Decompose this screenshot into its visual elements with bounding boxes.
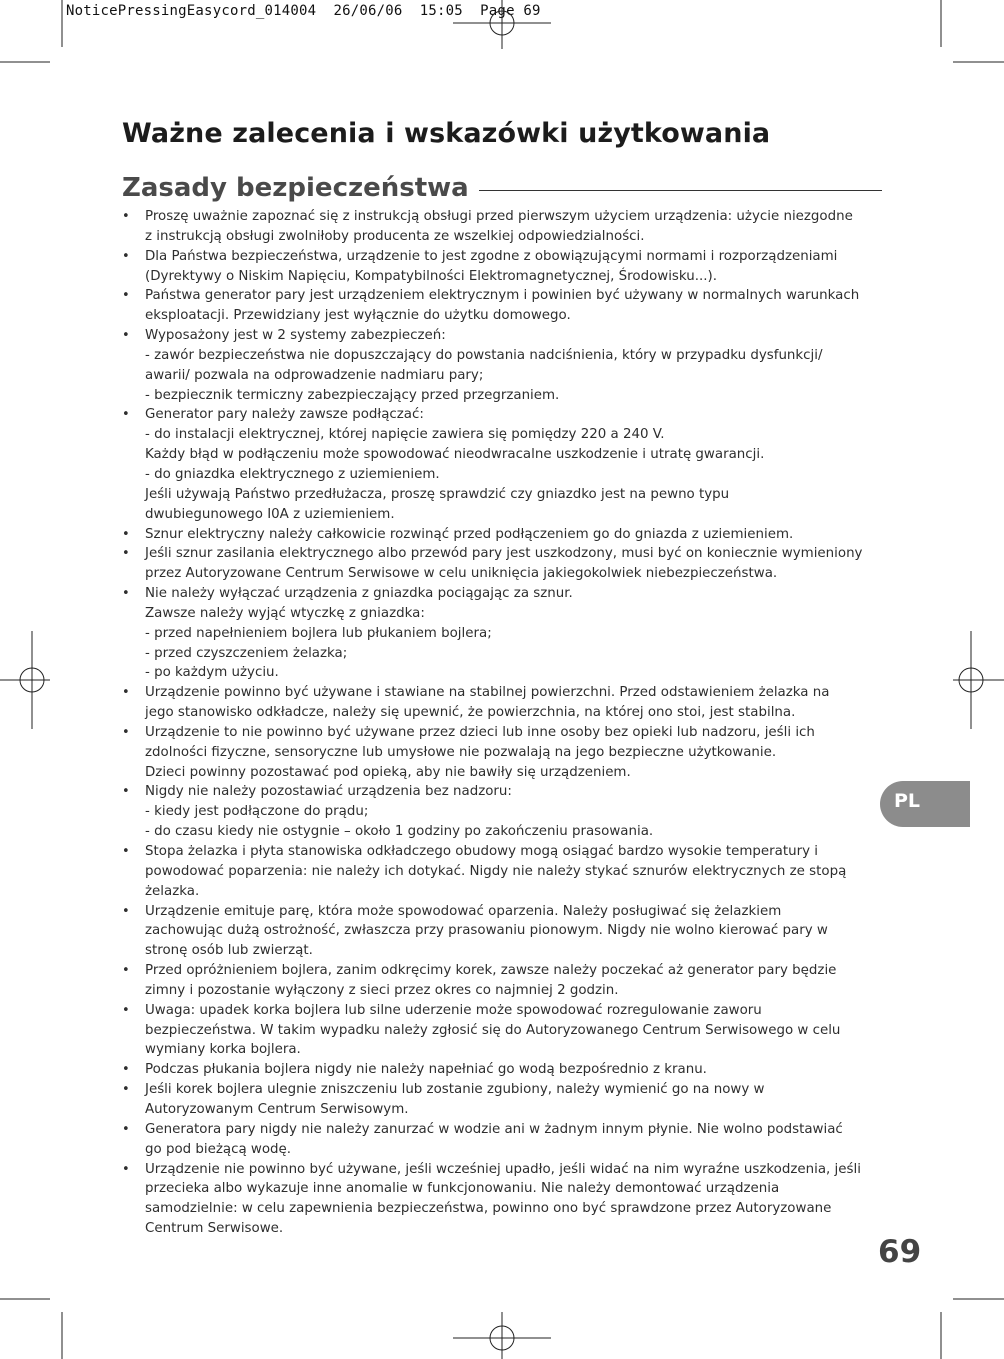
list-item-line: przecieka albo wykazuje inne anomalie w funkcjonowaniu. Nie należy demontować urządzenia — [145, 1181, 780, 1197]
list-item-line: zimny i pozostanie wyłączony z sieci przez okres co najmniej 2 godzin. — [145, 982, 619, 998]
safety-list — [122, 207, 882, 1239]
list-item-line: • Urządzenie emituje parę, która może spowodować oparzenia. Należy posługiwać się żelazkiem — [145, 903, 782, 919]
list-item-line: - po każdym użyciu. — [145, 665, 279, 681]
list-item — [122, 525, 882, 545]
list-item-line: eksploatacji. Przewidziany jest wyłącznie do użytku domowego. — [145, 308, 571, 324]
registration-mark-right — [953, 631, 1004, 729]
list-item-line: • Dla Państwa bezpieczeństwa, urządzenie to jest zgodne z obowiązującymi normami i rozporządzeniami — [145, 248, 838, 264]
list-item-line: jego stanowisko odkładcze, należy się upewnić, że powierzchnia, na której ono stoi, jest stabilna. — [145, 705, 796, 721]
list-item-line: • Sznur elektryczny należy całkowicie rozwinąć przed podłączeniem go do gniazda z uziemieniem. — [145, 526, 794, 542]
list-item-line: - do gniazdka elektrycznego z uziemieniem. — [145, 466, 440, 482]
list-item — [122, 1060, 882, 1080]
list-item-line: - kiedy jest podłączone do prądu; — [145, 804, 369, 820]
list-item-line: • Generator pary należy zawsze podłączać: — [145, 407, 424, 423]
language-tab-label: PL — [894, 790, 921, 812]
list-item — [122, 782, 882, 842]
page-number: 69 — [878, 1234, 922, 1270]
section-rule — [479, 190, 882, 191]
list-item-line: dwubiegunowego I0A z uziemieniem. — [145, 506, 395, 522]
list-item — [122, 1160, 882, 1239]
print-slug: NoticePressingEasycord_014004 26/06/06 15:05 Page 69 — [66, 3, 541, 19]
list-item-line: żelazka. — [145, 883, 200, 899]
list-item-line: przez Autoryzowane Centrum Serwisowe w celu uniknięcia jakiegokolwiek niebezpieczeństwa. — [145, 566, 778, 582]
list-item-line: • Uwaga: upadek korka bojlera lub silne uderzenie może spowodować rozregulowanie zaworu — [145, 1002, 762, 1018]
section-header — [122, 170, 882, 206]
list-item-line: • Podczas płukania bojlera nigdy nie należy napełniać go wodą bezpośrednio z kranu. — [145, 1062, 707, 1078]
list-item-line: Centrum Serwisowe. — [145, 1221, 284, 1237]
list-item — [122, 1120, 882, 1160]
list-item-line: go pod bieżącą wodę. — [145, 1141, 292, 1157]
list-item — [122, 723, 882, 783]
list-item-line: • Proszę uważnie zapoznać się z instrukcją obsługi przed pierwszym użyciem urządzenia: użycie niezgodne — [145, 209, 853, 224]
list-item-line: • Nie należy wyłączać urządzenia z gniazdka pociągając za sznur. — [145, 586, 573, 602]
list-item-line: • Jeśli sznur zasilania elektrycznego albo przewód pary jest uszkodzony, musi być on koniecznie wymieniony — [145, 546, 863, 562]
list-item-line: • Przed opróżnieniem bojlera, zanim odkręcimy korek, zawsze należy poczekać aż generator pary będzie — [145, 963, 837, 979]
list-item — [122, 1080, 882, 1120]
list-item-line: Zawsze należy wyjąć wtyczkę z gniazdka: — [145, 605, 425, 621]
list-item-line: • Nigdy nie należy pozostawiać urządzenia bez nadzoru: — [145, 784, 512, 800]
list-item-line: Każdy błąd w podłączeniu może spowodować nieodwracalne uszkodzenie i utratę gwarancji. — [145, 447, 765, 463]
list-item — [122, 842, 882, 902]
list-item-line: - przed napełnieniem bojlera lub płukaniem bojlera; — [145, 625, 492, 641]
list-item — [122, 544, 882, 584]
list-item-line: - przed czyszczeniem żelazka; — [145, 645, 348, 661]
list-item-line: • Jeśli korek bojlera ulegnie zniszczeniu lub zostanie zgubiony, należy wymienić go na nowy w — [145, 1082, 765, 1098]
list-item-line: bezpieczeństwa. W takim wypadku należy zgłosić się do Autoryzowanego Centrum Serwisowego w celu — [145, 1022, 841, 1038]
list-item-line: • Stopa żelazka i płyta stanowiska odkładczego obudowy mogą osiągać bardzo wysokie temperatury i — [145, 844, 819, 859]
list-item-line: (Dyrektywy o Niskim Napięciu, Kompatybilności Elektromagnetycznej, Środowisku...). — [145, 268, 717, 284]
list-item-line: - do czasu kiedy nie ostygnie – około 1 godziny po zakończeniu prasowania. — [145, 824, 654, 840]
list-item — [122, 326, 882, 405]
list-item-line: stronę osób lub zwierząt. — [145, 943, 313, 959]
list-item-line: - do instalacji elektrycznej, której napięcie zawiera się pomiędzy 220 a 240 V. — [145, 427, 665, 443]
list-item-line: • Urządzenie powinno być używane i stawiane na stabilnej powierzchni. Przed odstawieniem żelazka na — [145, 685, 830, 701]
list-item-line: • Wyposażony jest w 2 systemy zabezpieczeń: — [145, 328, 446, 344]
list-item-line: zdolności fizyczne, sensoryczne lub umysłowe nie pozwalają na jego bezpieczne użytkowanie. — [145, 744, 777, 760]
list-item — [122, 207, 882, 247]
list-item — [122, 1001, 882, 1061]
list-item-line: wymiany korka bojlera. — [145, 1042, 301, 1058]
list-item — [122, 286, 882, 326]
list-item-line: Jeśli używają Państwo przedłużacza, proszę sprawdzić czy gniazdko jest na pewno typu — [145, 486, 730, 502]
list-item-line: samodzielnie: w celu zapewnienia bezpieczeństwa, powinno ono być sprawdzone przez Autoryzowane — [145, 1201, 832, 1217]
list-item — [122, 902, 882, 962]
list-item — [122, 961, 882, 1001]
list-item — [122, 683, 882, 723]
registration-mark-left — [0, 631, 50, 729]
list-item-line: Autoryzowanym Centrum Serwisowym. — [145, 1101, 409, 1117]
list-item-line: Dzieci powinny pozostawać pod opieką, aby nie bawiły się urządzeniem. — [145, 764, 631, 780]
registration-mark-bottom — [453, 1312, 551, 1359]
list-item — [122, 405, 882, 524]
list-item-line: z instrukcją obsługi zwolniłoby producenta ze wszelkiej odpowiedzialności. — [145, 228, 645, 244]
list-item-line: awarii/ pozwala na odprowadzenie nadmiaru pary; — [145, 367, 484, 383]
list-item-line: • Urządzenie to nie powinno być używane przez dzieci lub inne osoby bez opieki lub nadzoru, jeśli ich — [145, 724, 815, 740]
page-title: Ważne zalecenia i wskazówki użytkowania — [122, 118, 771, 149]
list-item — [122, 584, 882, 683]
list-item-line: • Urządzenie nie powinno być używane, jeśli wcześniej upadło, jeśli widać na nim wyraźne uszkodzenia, jeśli — [145, 1161, 861, 1177]
list-item — [122, 247, 882, 287]
list-item-line: zachowując dużą ostrożność, zwłaszcza przy prasowaniu pionowym. Nigdy nie wolno kierować pary w — [145, 923, 828, 939]
language-tab — [880, 781, 970, 827]
list-item-line: - zawór bezpieczeństwa nie dopuszczający do powstania nadciśnienia, który w przypadku dysfunkcji/ — [145, 347, 823, 363]
list-item-line: - bezpiecznik termiczny zabezpieczający przed przegrzaniem. — [145, 387, 560, 403]
list-item-line: • Państwa generator pary jest urządzeniem elektrycznym i powinien być używany w normalnych warunkach — [145, 288, 860, 304]
section-title: Zasady bezpieczeństwa — [122, 173, 469, 203]
list-item-line: • Generatora pary nigdy nie należy zanurzać w wodzie ani w żadnym innym płynie. Nie wolno podstawiać — [145, 1121, 843, 1137]
list-item-line: powodować poparzenia: nie należy ich dotykać. Nigdy nie należy stykać sznurów elektrycznych ze stopą — [145, 863, 847, 879]
